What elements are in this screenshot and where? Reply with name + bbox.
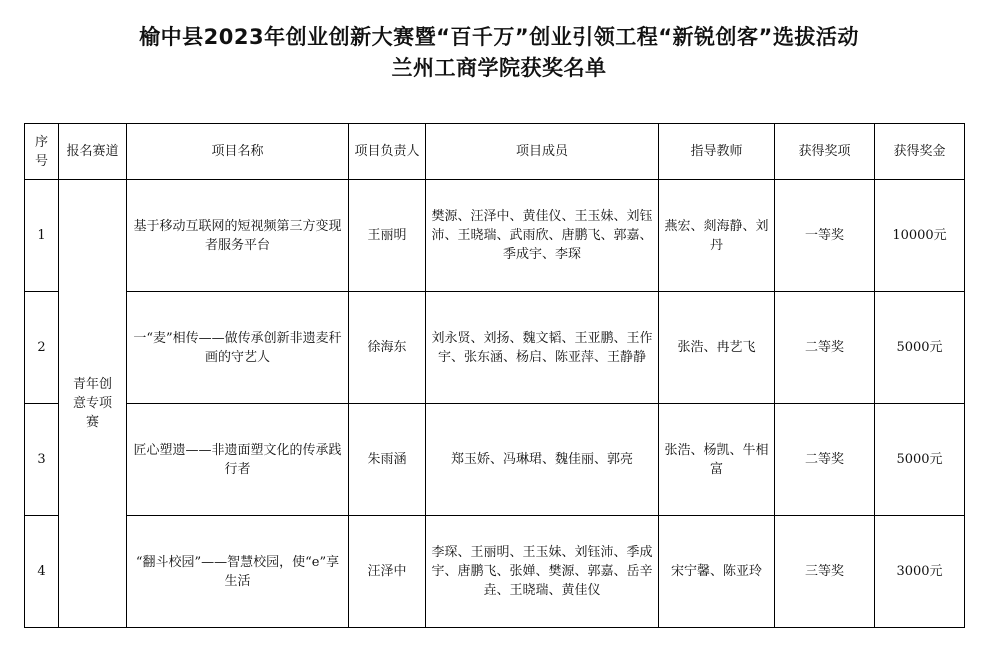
header-leader: 项目负责人: [349, 124, 426, 180]
cell-prize: 5000元: [875, 404, 965, 516]
header-project: 项目名称: [127, 124, 349, 180]
cell-project: 一“麦”相传——做传承创新非遗麦秆画的守艺人: [127, 292, 349, 404]
header-award: 获得奖项: [775, 124, 875, 180]
document-title: [0, 22, 998, 84]
table-header-row: [25, 124, 965, 180]
cell-award: 二等奖: [775, 404, 875, 516]
cell-members: 李琛、王丽明、王玉妹、刘钰沛、季成宇、唐鹏飞、张婵、樊源、郭嘉、岳辛垚、王晓瑞、黄佳仪: [426, 516, 659, 628]
cell-prize: 3000元: [875, 516, 965, 628]
cell-teachers: 宋宁馨、陈亚玲: [659, 516, 775, 628]
cell-seq: 2: [25, 292, 59, 404]
cell-members: 郑玉娇、冯琳珺、魏佳丽、郭亮: [426, 404, 659, 516]
cell-leader: 朱雨涵: [349, 404, 426, 516]
header-teachers: 指导教师: [659, 124, 775, 180]
cell-seq: 1: [25, 180, 59, 292]
cell-teachers: 燕宏、剡海静、刘丹: [659, 180, 775, 292]
title-line-2: 兰州工商学院获奖名单: [391, 56, 607, 80]
header-track: 报名赛道: [59, 124, 127, 180]
cell-project: 匠心塑遗——非遗面塑文化的传承践行者: [127, 404, 349, 516]
cell-prize: 10000元: [875, 180, 965, 292]
cell-leader: 王丽明: [349, 180, 426, 292]
cell-seq: 4: [25, 516, 59, 628]
cell-award: 二等奖: [775, 292, 875, 404]
cell-award: 三等奖: [775, 516, 875, 628]
table-row: [25, 516, 965, 628]
title-line-1: 榆中县2023年创业创新大赛暨“百千万”创业引领工程“新锐创客”选拔活动: [139, 25, 859, 49]
cell-seq: 3: [25, 404, 59, 516]
cell-teachers: 张浩、冉艺飞: [659, 292, 775, 404]
header-prize: 获得奖金: [875, 124, 965, 180]
cell-members: 樊源、汪泽中、黄佳仪、王玉妹、刘钰沛、王晓瑞、武雨欣、唐鹏飞、郭嘉、季成宇、李琛: [426, 180, 659, 292]
table-row: [25, 404, 965, 516]
cell-project: 基于移动互联网的短视频第三方变现者服务平台: [127, 180, 349, 292]
cell-track: 青年创意专项赛: [59, 180, 127, 628]
cell-members: 刘永贤、刘扬、魏文韬、王亚鹏、王作宇、张东涵、杨启、陈亚萍、王静静: [426, 292, 659, 404]
header-members: 项目成员: [426, 124, 659, 180]
table-row: [25, 180, 965, 292]
header-seq: 序号: [25, 124, 59, 180]
cell-prize: 5000元: [875, 292, 965, 404]
cell-project: “翻斗校园”——智慧校园，使“e”享生活: [127, 516, 349, 628]
awards-table: [24, 123, 965, 628]
cell-teachers: 张浩、杨凯、牛相富: [659, 404, 775, 516]
cell-leader: 汪泽中: [349, 516, 426, 628]
table-row: [25, 292, 965, 404]
cell-leader: 徐海东: [349, 292, 426, 404]
cell-award: 一等奖: [775, 180, 875, 292]
